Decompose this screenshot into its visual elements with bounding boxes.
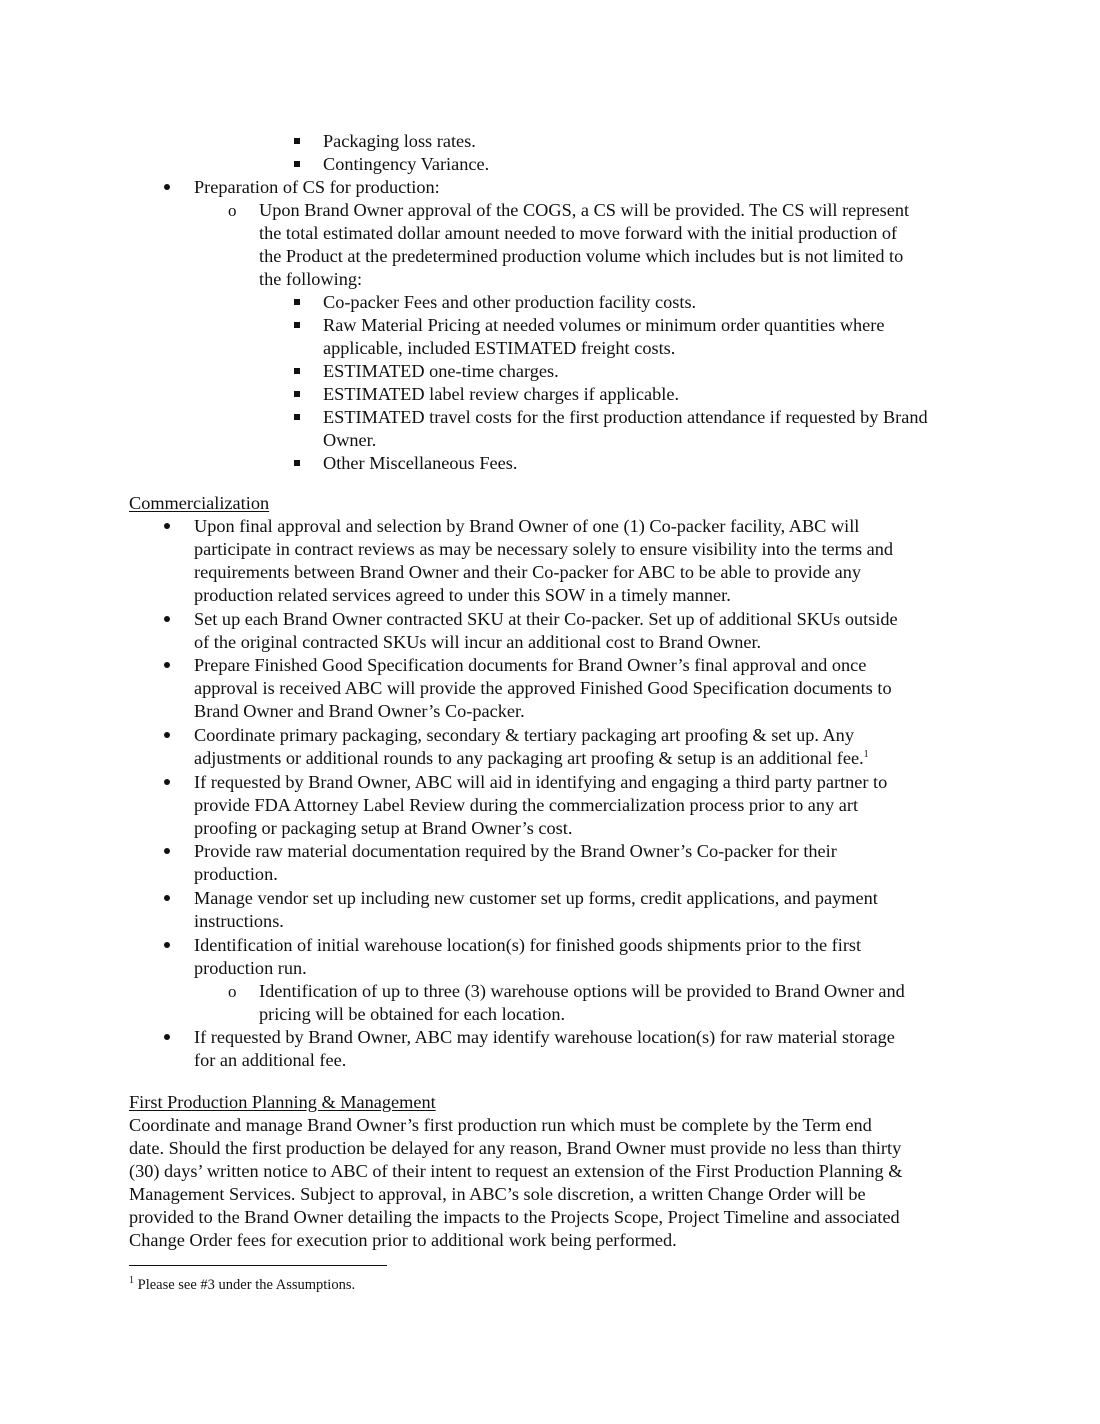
- list-item: Coordinate primary packaging, secondary & tertiary packaging art proofing & set up. Any adjustments or additional rounds to any packaging art proofing & setup is an additional fee.$^1$: [194, 725, 869, 768]
- list-item: Raw Material Pricing at needed volumes or minimum order quantities where applicable, included ESTIMATED freight costs.: [323, 315, 885, 358]
- footnote-number: 1: [129, 1275, 134, 1287]
- list-item: Identification of up to three (3) warehouse options will be provided to Brand Owner and pricing will be obtained for each location.: [259, 981, 905, 1024]
- round-bullet-icon: [164, 732, 170, 738]
- round-bullet-icon: [164, 895, 170, 901]
- list-item: Co-packer Fees and other production facility costs.: [323, 292, 697, 312]
- list-item: Provide raw material documentation required by the Brand Owner’s Co-packer for their production.: [194, 841, 837, 884]
- footnote-text: Please see #3 under the Assumptions.: [134, 1277, 356, 1293]
- round-bullet-icon: [164, 662, 170, 668]
- cs-prep-intro: Upon Brand Owner approval of the COGS, a CS will be provided. The CS will represent the total estimated dollar amount needed to move forward with the initial production of the Product at the predetermined production volume which includes but is not limited to the following:: [259, 200, 910, 289]
- list-item: ESTIMATED one-time charges.: [323, 361, 559, 381]
- list-item: Prepare Finished Good Specification documents for Brand Owner’s final approval and once approval is received ABC will provide the approved Finished Good Specification documents to Brand Owner and Brand Owner’s Co-packer.: [194, 655, 892, 721]
- list-item: ESTIMATED travel costs for the first production attendance if requested by Brand Owner.: [323, 407, 928, 450]
- list-item: Set up each Brand Owner contracted SKU at their Co-packer. Set up of additional SKUs outside of the original contracted SKUs will incur an additional cost to Brand Owner.: [194, 609, 898, 652]
- round-bullet-icon: [164, 1034, 170, 1040]
- footnote-reference: 1: [863, 748, 869, 760]
- square-bullet-icon: [294, 460, 300, 466]
- round-bullet-icon: [164, 942, 170, 948]
- round-bullet-icon: [164, 523, 170, 529]
- square-bullet-icon: [294, 299, 300, 305]
- square-bullet-icon: [294, 322, 300, 328]
- round-bullet-icon: [164, 779, 170, 785]
- list-item: Packaging loss rates.: [323, 131, 476, 151]
- footnote: [129, 1276, 355, 1294]
- footnote-divider: [129, 1265, 387, 1266]
- square-bullet-icon: [294, 161, 300, 167]
- square-bullet-icon: [294, 138, 300, 144]
- list-item: ESTIMATED label review charges if applicable.: [323, 384, 680, 404]
- list-item: Other Miscellaneous Fees.: [323, 453, 518, 473]
- round-bullet-icon: [164, 184, 170, 190]
- cs-prep-label: Preparation of CS for production:: [194, 177, 440, 197]
- square-bullet-icon: [294, 391, 300, 397]
- list-item: If requested by Brand Owner, ABC will aid in identifying and engaging a third party partner to provide FDA Attorney Label Review during the commercialization process prior to any art proofing or packaging setup at Brand Owner’s cost.: [194, 772, 888, 838]
- list-item: Manage vendor set up including new customer set up forms, credit applications, and payment instructions.: [194, 888, 878, 931]
- hollow-bullet-icon: o: [228, 201, 237, 220]
- section-heading-first-production: First Production Planning & Management: [129, 1092, 436, 1112]
- hollow-bullet-icon: o: [228, 982, 237, 1001]
- round-bullet-icon: [164, 848, 170, 854]
- square-bullet-icon: [294, 414, 300, 420]
- square-bullet-icon: [294, 368, 300, 374]
- list-item: Upon final approval and selection by Brand Owner of one (1) Co-packer facility, ABC will participate in contract reviews as may be necessary solely to ensure visibility into the terms and requirements between Brand Owner and their Co-packer for ABC to be able to provide any production related services agreed to under this SOW in a timely manner.: [194, 516, 894, 605]
- section-heading-commercialization: Commercialization: [129, 493, 270, 513]
- round-bullet-icon: [164, 616, 170, 622]
- list-item: Contingency Variance.: [323, 154, 490, 174]
- list-item: Identification of initial warehouse location(s) for finished goods shipments prior to the first production run.: [194, 935, 862, 978]
- first-production-paragraph: Coordinate and manage Brand Owner’s first production run which must be complete by the Term end date. Should the first production be delayed for any reason, Brand Owner must provide no less than thirty (30) days’ written notice to ABC of their intent to request an extension of the First Production Planning & Management Services. Subject to approval, in ABC’s sole discretion, a written Change Order will be provided to the Brand Owner detailing the impacts to the Projects Scope, Project Timeline and associated Change Order fees for execution prior to additional work being performed.: [129, 1115, 903, 1250]
- list-item: If requested by Brand Owner, ABC may identify warehouse location(s) for raw material storage for an additional fee.: [194, 1027, 895, 1070]
